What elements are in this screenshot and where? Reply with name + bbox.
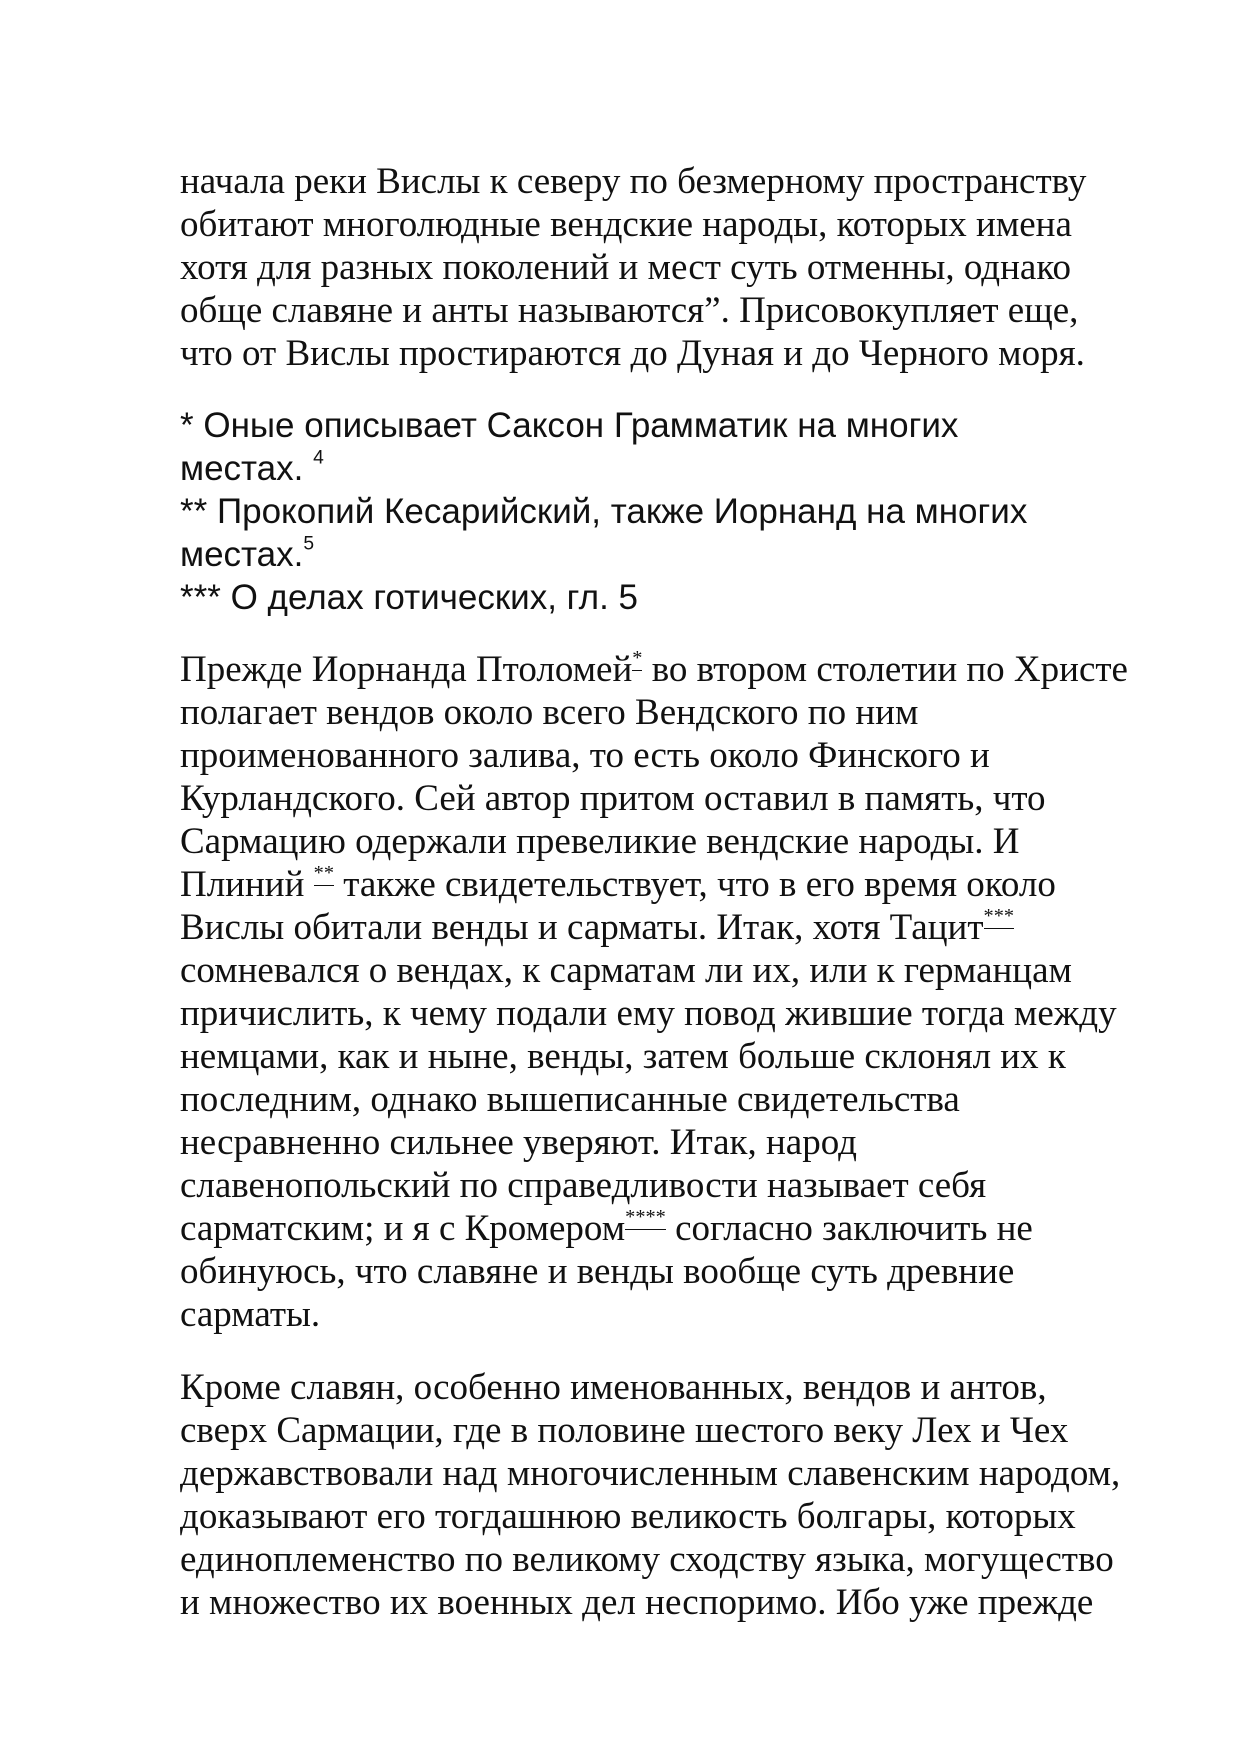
text-line: Курландского. Сей автор притом оставил в память, что [180, 778, 1046, 819]
text-line: проименованного залива, то есть около Финского и [180, 735, 990, 776]
paragraph-1 [180, 160, 1180, 375]
text-segment: также свидетельствует, что в его время около [333, 864, 1056, 905]
text-segment: сарматским; и я с Кромером [180, 1208, 626, 1249]
text-line: несравненно сильнее уверяют. Итак, народ [180, 1122, 857, 1163]
text-line: и множество их военных дел неспоримо. Ибо уже прежде [180, 1582, 1094, 1623]
text-line: сарматы. [180, 1294, 321, 1335]
text-line: доказывают его тогдашнюю великость болгары, которых [180, 1496, 1076, 1537]
text-line: обитают многолюдные вендские народы, которых имена [180, 204, 1072, 245]
footnote-marker-4[interactable]: **** [625, 1205, 666, 1228]
paragraph-2 [180, 648, 1180, 1336]
footnote-1-line-2 [180, 447, 1180, 490]
text-line: немцами, как и ныне, венды, затем больше склонял их к [180, 1036, 1066, 1077]
text-line: причислить, к чему подали ему повод жившие тогда между [180, 993, 1117, 1034]
text-line: обще славяне и анты называются”. Присовокупляет еще, [180, 290, 1079, 331]
text-line: Сармацию одержали превеликие вендские народы. И [180, 821, 1020, 862]
text-line: полагает вендов около всего Вендского по ним [180, 692, 919, 733]
text-line: хотя для разных поколений и мест суть отменны, однако [180, 247, 1071, 288]
footnote-reference-4: 4 [313, 447, 324, 469]
footnote-text: местах. [180, 535, 304, 574]
footnote-2-line-2 [180, 533, 1180, 576]
text-line [180, 1207, 1180, 1250]
footnotes [180, 404, 1180, 619]
text-segment: Плиний [180, 864, 314, 905]
text-line: державствовали над многочисленным славенским народом, [180, 1453, 1121, 1494]
text-line: сверх Сармации, где в половине шестого веку Лех и Чех [180, 1410, 1069, 1451]
text-line: славенопольский по справедливости называет себя [180, 1165, 987, 1206]
text-line: сомневался о вендах, к сарматам ли их, или к германцам [180, 950, 1072, 991]
text-segment: во втором столетии по Христе [642, 649, 1128, 690]
text-line: последним, однако вышеписанные свидетельства [180, 1079, 960, 1120]
text-line [180, 906, 1180, 949]
footnote-marker-3[interactable]: *** [983, 904, 1015, 927]
text-segment: Вислы обитали венды и сарматы. Итак, хотя Тацит [180, 907, 984, 948]
text-line: единоплеменство по великому сходству языка, могущество [180, 1539, 1114, 1580]
footnote-2-line-1: ** Прокопий Кесарийский, также Иорнанд на многих [180, 492, 1028, 531]
footnote-1-line-1: * Оные описывает Саксон Грамматик на многих [180, 406, 959, 445]
footnote-3-line-1: *** О делах готических, гл. 5 [180, 578, 638, 617]
footnote-reference-5: 5 [303, 533, 315, 555]
footnote-marker-1[interactable]: * [632, 646, 643, 669]
text-line: что от Вислы простираются до Дуная и до Черного моря. [180, 333, 1085, 374]
paragraph-3 [180, 1366, 1180, 1624]
text-line: Кроме славян, особенно именованных, вендов и антов, [180, 1367, 1047, 1408]
text-segment: Прежде Иорнанда Птоломей [180, 649, 633, 690]
text-line: начала реки Вислы к северу по безмерному пространству [180, 161, 1087, 202]
text-line: обинуюсь, что славяне и венды вообще суть древние [180, 1251, 1015, 1292]
text-line [180, 648, 1180, 691]
text-line [180, 863, 1180, 906]
text-segment: согласно заключить не [665, 1208, 1033, 1249]
footnote-text: местах. [180, 449, 304, 488]
footnote-marker-2[interactable]: ** [313, 861, 334, 884]
